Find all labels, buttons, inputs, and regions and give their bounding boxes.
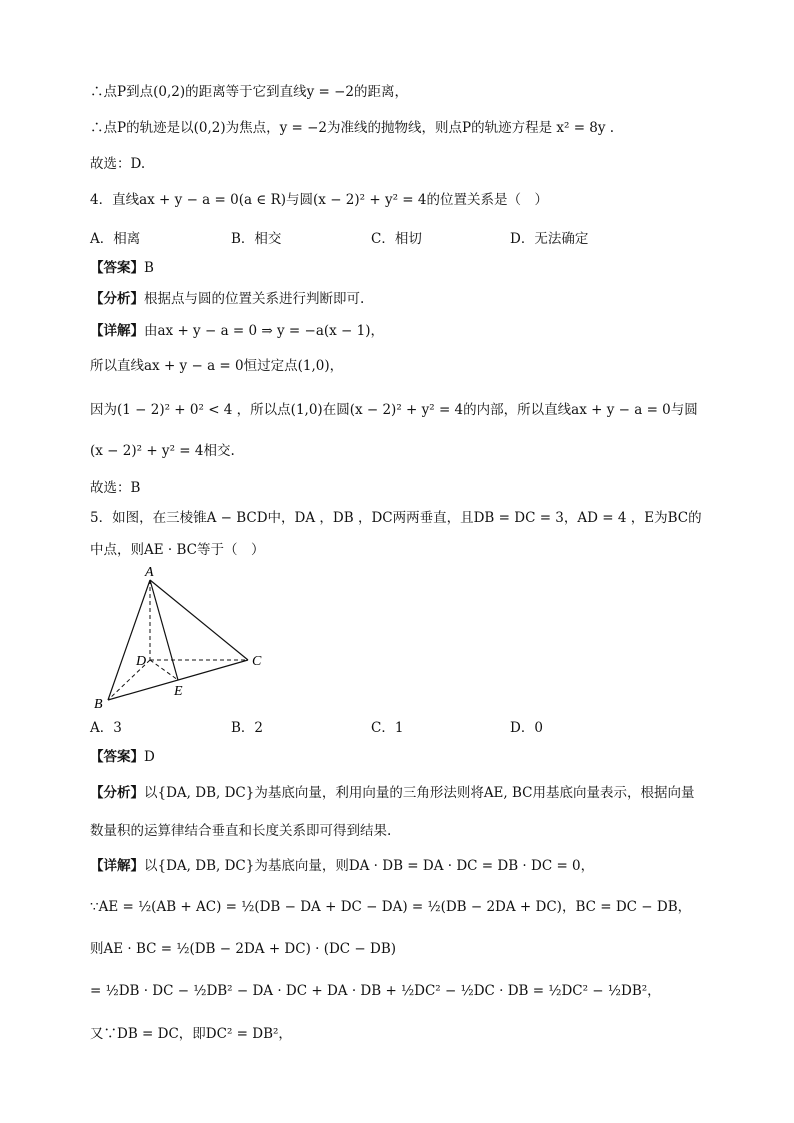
q5-answer — [90, 747, 155, 767]
detail-text: 由ax + y − a = 0 ⇒ y = −a(x − 1)， — [144, 323, 385, 339]
line-3: 故选：D. — [90, 156, 146, 172]
q4-option-c: C．相切 — [371, 231, 422, 247]
q5-options — [0, 716, 794, 736]
q4-options — [0, 227, 794, 247]
analysis-tag: 【分析】 — [90, 291, 144, 307]
q4-analysis — [90, 289, 364, 309]
q4-detail — [90, 321, 384, 341]
q5-detail-3: 则AE · BC = ½(DB − 2DA + DC) · (DC − DB) — [90, 941, 397, 957]
q5-analysis — [90, 783, 695, 803]
question-4: 4．直线ax + y − a = 0(a ∈ R)与圆(x − 2)² + y² = 4的位置关系是（ ） — [90, 192, 548, 208]
analysis-text: 以{DA, DB, DC}为基底向量，利用向量的三角形法则将AE, BC用基底向量表示，根据向量 — [144, 785, 695, 801]
q4-line-2: 所以直线ax + y − a = 0恒过定点(1,0)， — [90, 358, 344, 374]
answer-value: B — [144, 260, 154, 276]
detail-text: 以{DA, DB, DC}为基底向量，则DA · DB = DA · DC = DB · DC = 0， — [144, 858, 595, 874]
q4-answer — [90, 258, 154, 278]
label-c: C — [252, 654, 262, 669]
line-1: ∴点P到点(0,2)的距离等于它到直线y = −2的距离， — [90, 84, 409, 100]
q4-option-a: A．相离 — [90, 231, 141, 247]
q4-line-4: (x − 2)² + y² = 4相交. — [90, 443, 235, 459]
line-2: ∴点P的轨迹是以(0,2)为焦点，y = −2为准线的抛物线，则点P的轨迹方程是 x² = 8y . — [90, 120, 615, 136]
answer-tag: 【答案】 — [90, 260, 144, 276]
label-a: A — [145, 565, 154, 580]
q5-detail-2: ∵AE = ½(AB + AC) = ½(DB − DA + DC − DA) = ½(DB − 2DA + DC)，BC = DC − DB， — [90, 899, 692, 915]
pyramid-figure — [90, 562, 280, 712]
label-e: E — [174, 684, 183, 699]
detail-tag: 【详解】 — [90, 323, 144, 339]
question-5-line-2: 中点，则AE · BC等于（ ） — [90, 542, 265, 558]
q4-end: 故选：B — [90, 480, 141, 496]
q4-option-b: B．相交 — [231, 231, 282, 247]
answer-value: D — [144, 749, 155, 765]
q5-option-a: A．3 — [90, 720, 122, 736]
q4-option-d: D．无法确定 — [510, 231, 589, 247]
q5-detail-4: = ½DB · DC − ½DB² − DA · DC + DA · DB + ½DC² − ½DC · DB = ½DC² − ½DB²， — [90, 983, 661, 999]
question-5: 5．如图，在三棱锥A − BCD中，DA ，DB ，DC两两垂直，且DB = DC = 3，AD = 4 ，E为BC的 — [90, 510, 702, 526]
detail-tag: 【详解】 — [90, 858, 144, 874]
q5-option-c: C．1 — [371, 720, 404, 736]
label-b: B — [94, 697, 103, 712]
q5-analysis-2: 数量积的运算律结合垂直和长度关系即可得到结果. — [90, 823, 392, 839]
q5-detail-5: 又∵DB = DC，即DC² = DB²， — [90, 1026, 292, 1042]
q5-detail — [90, 856, 594, 876]
analysis-text: 根据点与圆的位置关系进行判断即可. — [144, 291, 365, 307]
q4-line-3: 因为(1 − 2)² + 0² < 4 ，所以点(1,0)在圆(x − 2)² + y² = 4的内部，所以直线ax + y − a = 0与圆 — [90, 402, 698, 418]
answer-tag: 【答案】 — [90, 749, 144, 765]
q5-option-d: D．0 — [510, 720, 543, 736]
analysis-tag: 【分析】 — [90, 785, 144, 801]
q5-option-b: B．2 — [231, 720, 264, 736]
label-d: D — [136, 654, 147, 669]
